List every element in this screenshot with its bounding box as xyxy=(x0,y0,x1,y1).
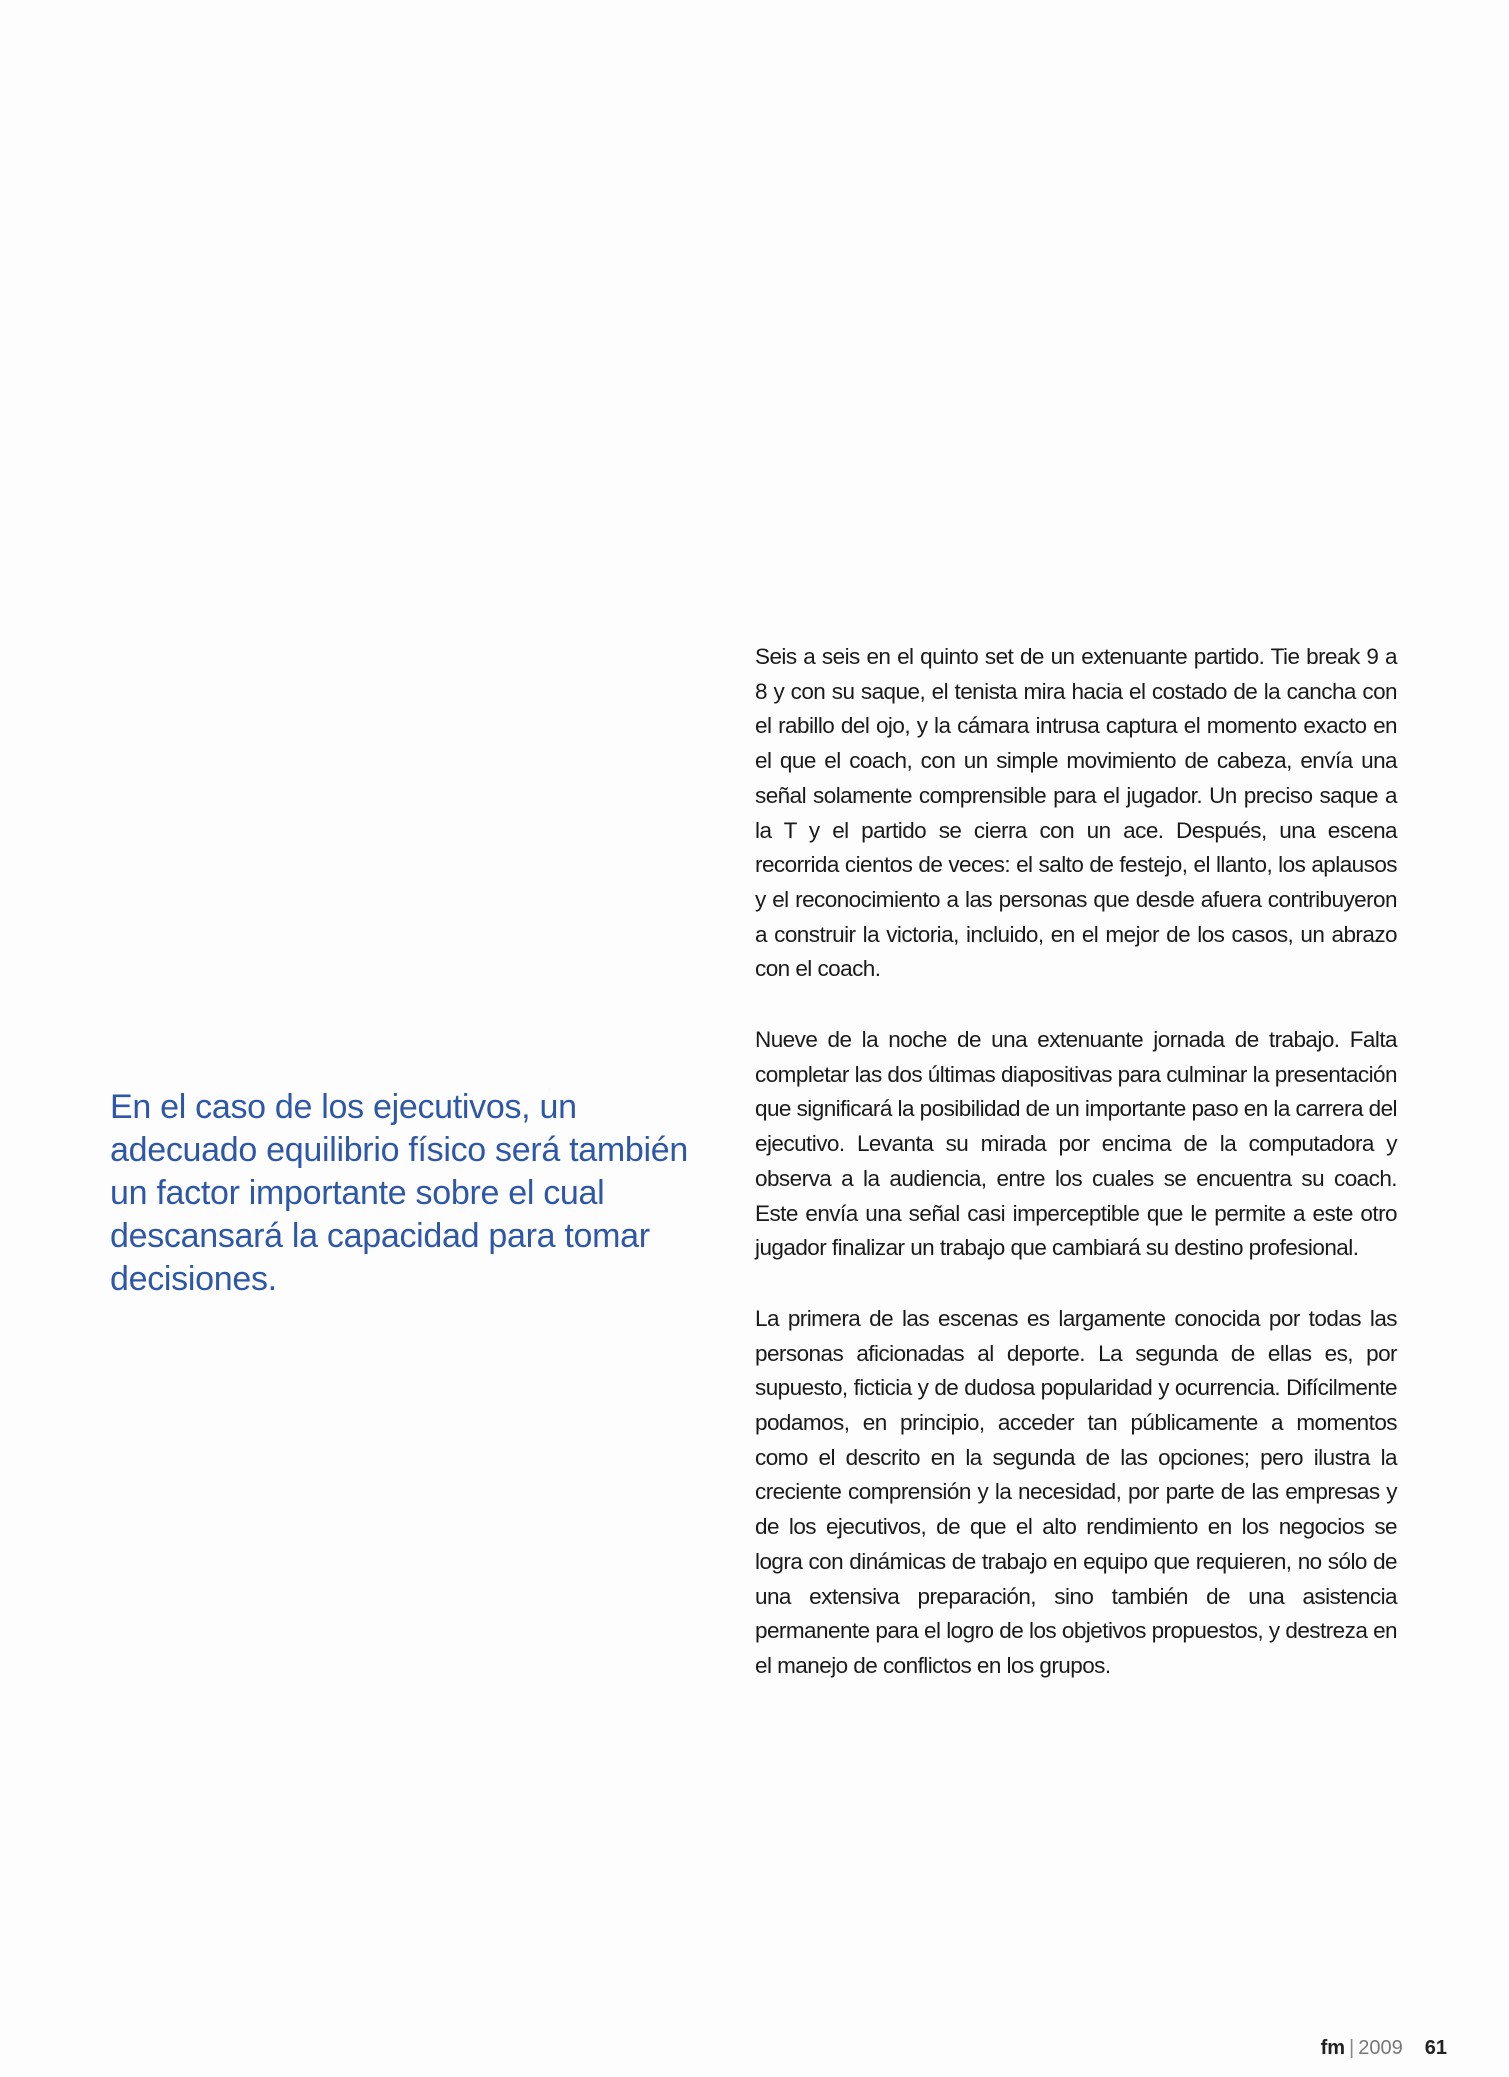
body-paragraph: Seis a seis en el quinto set de un extenuante partido. Tie break 9 a 8 y con su saque, el tenista mira hacia el costado de la cancha con el rabillo del ojo, y la cámara intrusa captura el momento exacto en el que el coach, con un simple movimiento de cabeza, envía una señal solamente comprensible para el jugador. Un preciso saque a la T y el partido se cierra con un ace. Después, una escena recorrida cientos de veces: el salto de festejo, el llanto, los aplausos y el reconocimiento a las personas que desde afuera contribuyeron a construir la victoria, incluido, en el mejor de los casos, un abrazo con el coach. xyxy=(755,644,1397,982)
footer-separator: | xyxy=(1349,2037,1355,2059)
body-paragraph: La primera de las escenas es largamente conocida por todas las personas aficionadas al deporte. La segunda de ellas es, por supuesto, ficticia y de dudosa popularidad y ocurrencia. Difícilmente podamos, en principio, acceder tan públicamente a momentos como el descrito en la segunda de las opciones; pero ilustra la creciente comprensión y la necesidad, por parte de las empresas y de los ejecutivos, de que el alto rendimiento en los negocios se logra con dinámicas de trabajo en equipo que requieren, no sólo de una extensiva preparación, sino también de una asistencia permanente para el logro de los objetivos propuestos, y destreza en el manejo de conflictos en los grupos. xyxy=(755,1305,1397,1678)
issue-year: 2009 xyxy=(1358,2037,1403,2059)
pull-quote: En el caso de los ejecutivos, un adecuado equilibrio físico será también un factor importante sobre el cual descansará la capacidad para tomar decisiones. xyxy=(110,1088,688,1298)
article-body xyxy=(755,640,1397,1720)
page-footer xyxy=(1321,2037,1447,2060)
page-number: 61 xyxy=(1424,2037,1447,2059)
body-paragraph: Nueve de la noche de una extenuante jornada de trabajo. Falta completar las dos últimas diapositivas para culminar la presentación que significará la posibilidad de un importante paso en la carrera del ejecutivo. Levanta su mirada por encima de la computadora y observa a la audiencia, entre los cuales se encuentra su coach. Este envía una señal casi imperceptible que le permite a este otro jugador finalizar un trabajo que cambiará su destino profesional. xyxy=(755,1027,1397,1261)
magazine-brand: fm xyxy=(1320,2037,1346,2059)
